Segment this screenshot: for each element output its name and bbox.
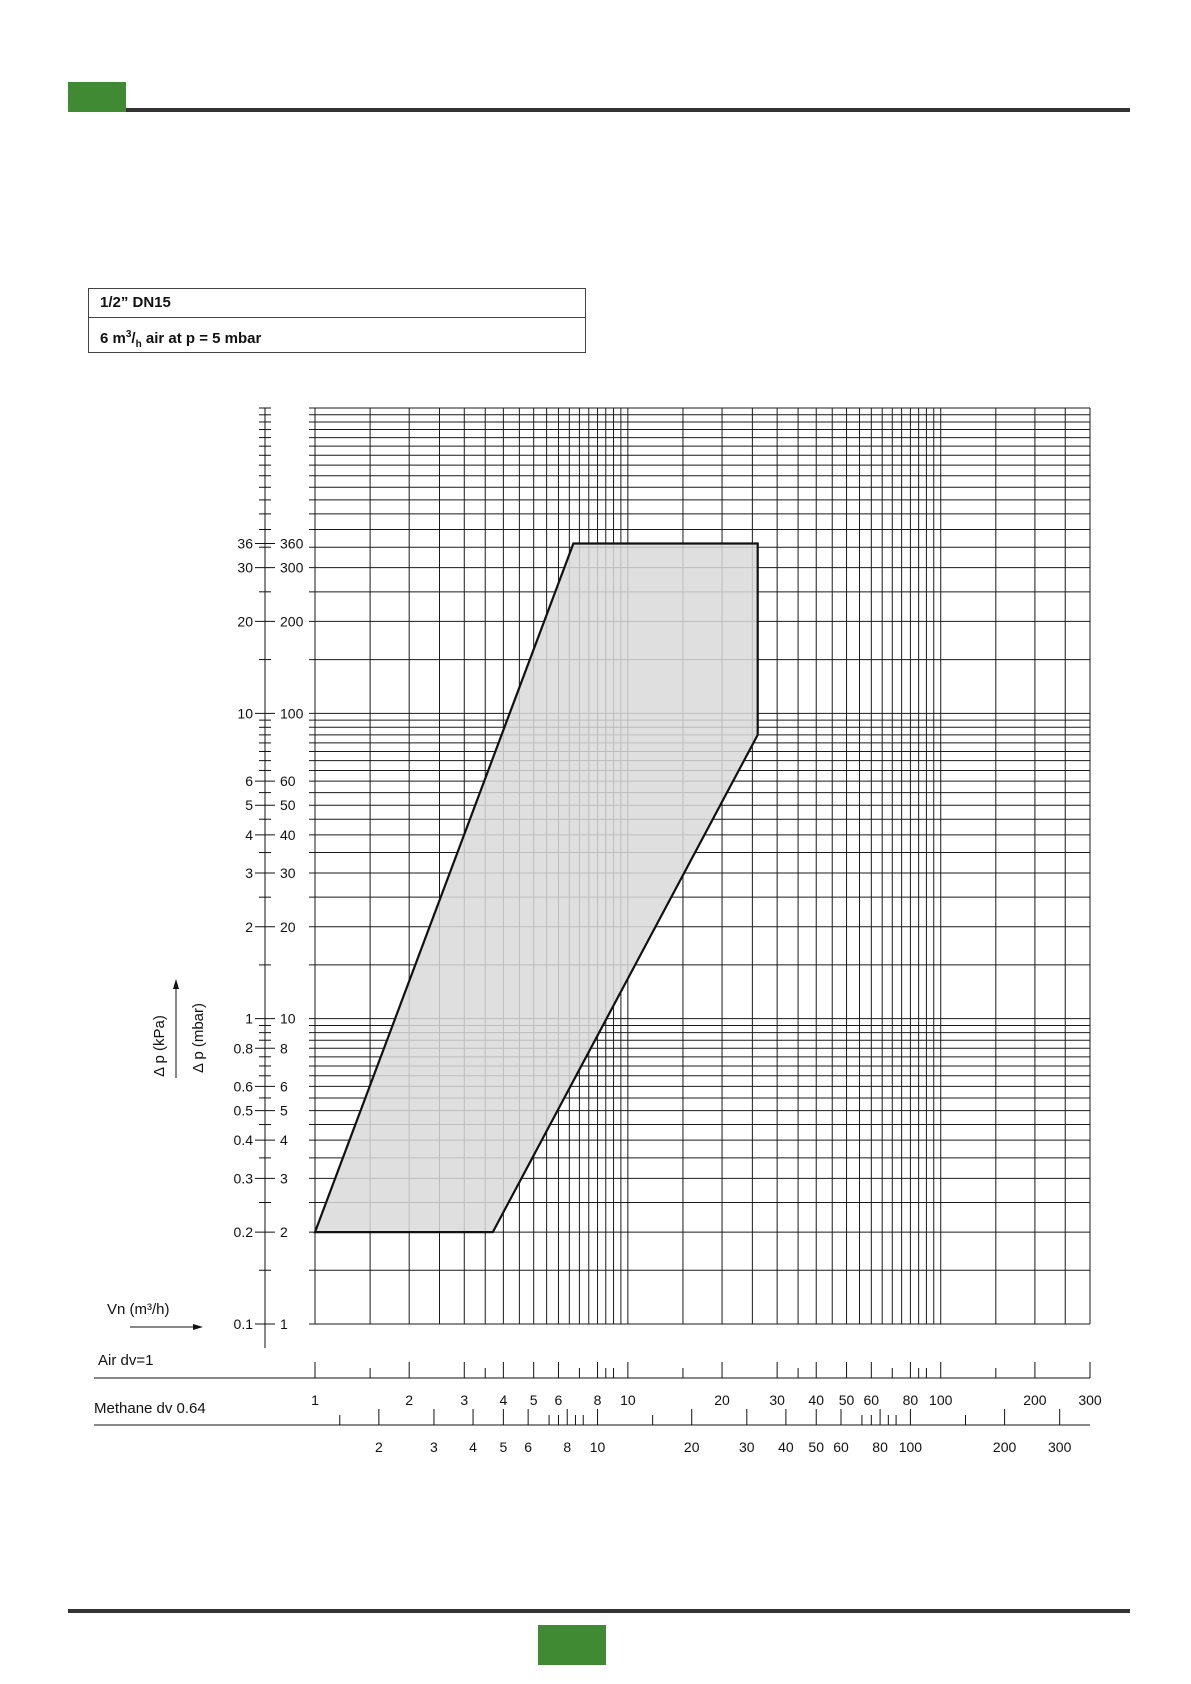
methane-scale-tick-label: 8 [563, 1439, 572, 1455]
spec-flow-sup: 3 [125, 329, 132, 340]
methane-scale-tick-label: 80 [872, 1439, 888, 1455]
air-scale-tick-label: 3 [460, 1392, 469, 1408]
y-tick-label-mbar: 6 [280, 1078, 288, 1095]
y-tick-label-mbar: 40 [280, 826, 296, 843]
methane-scale-tick-label: 2 [374, 1439, 383, 1455]
methane-scale-tick-label: 6 [524, 1439, 533, 1455]
air-scale-label: Air dv=1 [98, 1352, 154, 1369]
y-tick-label-kpa: 36 [237, 535, 253, 552]
y-tick-label-kpa: 0.1 [233, 1316, 253, 1332]
y-axis-label-mbar: Δ p (mbar) [190, 1002, 207, 1074]
y-axis-label-kpa: Δ p (kPa) [151, 1015, 168, 1077]
y-tick-label-mbar: 20 [280, 918, 296, 935]
air-scale-tick-label: 6 [554, 1392, 563, 1408]
methane-scale-tick-label: 200 [992, 1439, 1017, 1455]
flow-scales [94, 1352, 1102, 1455]
y-tick-label-kpa: 0.8 [233, 1040, 253, 1057]
y-tick-label-mbar: 300 [280, 559, 304, 576]
spec-flow-suffix: air at p = 5 mbar [141, 330, 262, 347]
air-scale-tick-label: 60 [863, 1392, 880, 1408]
air-scale-tick-label: 10 [620, 1392, 636, 1408]
y-tick-label-mbar: 100 [280, 705, 304, 722]
y-tick-label-kpa: 0.5 [233, 1102, 253, 1119]
operating-range-area [315, 544, 758, 1233]
methane-scale-tick-label: 3 [430, 1439, 438, 1455]
methane-scale-tick-label: 100 [898, 1439, 923, 1455]
operating-region [315, 544, 758, 1233]
y-tick-label-mbar: 1 [280, 1316, 288, 1332]
air-scale-tick-label: 100 [929, 1392, 953, 1408]
methane-scale-tick-label: 60 [833, 1439, 849, 1455]
y-tick-label-mbar: 8 [280, 1040, 288, 1057]
air-scale-tick-label: 1 [311, 1392, 319, 1408]
y-tick-label-kpa: 2 [245, 918, 253, 935]
y-tick-label-kpa: 5 [245, 797, 253, 814]
y-axis-tick-labels [234, 535, 304, 1332]
y-tick-label-kpa: 3 [245, 864, 253, 881]
y-tick-label-mbar: 30 [280, 864, 296, 881]
x-axis-label: Vn (m³/h) [107, 1301, 170, 1318]
spec-flow-prefix: 6 m [100, 330, 126, 347]
methane-scale-tick-label: 10 [589, 1439, 606, 1455]
spec-size: 1/2” DN15 [89, 289, 585, 318]
footer-color-tab [538, 1625, 606, 1665]
methane-scale-tick-label: 30 [739, 1439, 755, 1455]
methane-scale-tick-label: 20 [683, 1439, 700, 1455]
methane-scale-tick-label: 300 [1048, 1439, 1072, 1455]
air-scale-tick-label: 40 [808, 1392, 825, 1408]
y-tick-label-mbar: 4 [280, 1132, 288, 1149]
air-scale-tick-label: 4 [499, 1392, 508, 1408]
y-tick-label-kpa: 20 [237, 613, 253, 630]
methane-scale-label: Methane dv 0.64 [94, 1400, 206, 1417]
methane-scale-tick-label: 5 [499, 1439, 508, 1455]
air-scale-tick-label: 50 [838, 1392, 855, 1408]
y-tick-label-mbar: 2 [280, 1224, 288, 1241]
air-scale-tick-label: 80 [902, 1392, 919, 1408]
air-scale-tick-label: 2 [405, 1392, 414, 1408]
axes [255, 408, 275, 1348]
methane-scale-tick-label: 4 [469, 1439, 477, 1455]
y-tick-label-kpa: 30 [237, 559, 253, 576]
y-tick-label-kpa: 0.2 [233, 1224, 253, 1241]
y-tick-label-kpa: 4 [245, 826, 253, 843]
y-tick-label-kpa: 1 [245, 1010, 253, 1027]
air-scale-tick-label: 20 [714, 1392, 730, 1408]
spec-flow-slash: / [131, 330, 136, 347]
methane-scale-tick-label: 50 [808, 1439, 825, 1455]
y-tick-label-kpa: 0.6 [233, 1078, 253, 1095]
air-scale-tick-label: 8 [593, 1392, 602, 1408]
y-tick-label-mbar: 60 [280, 773, 296, 790]
spec-flow-sub: h [135, 339, 142, 350]
footer-rule [68, 1609, 1130, 1613]
y-tick-label-kpa: 10 [237, 705, 253, 722]
y-tick-label-mbar: 200 [280, 613, 304, 630]
air-scale-tick-label: 5 [529, 1392, 538, 1408]
y-tick-label-mbar: 360 [280, 535, 304, 552]
y-tick-label-kpa: 0.3 [233, 1170, 253, 1187]
air-scale-tick-label: 300 [1078, 1392, 1102, 1408]
air-scale-tick-label: 30 [769, 1392, 785, 1408]
y-tick-label-kpa: 6 [245, 773, 253, 790]
air-scale-tick-label: 200 [1023, 1392, 1047, 1408]
y-tick-label-mbar: 50 [280, 797, 296, 814]
y-tick-label-mbar: 5 [280, 1102, 288, 1119]
methane-scale-tick-label: 40 [778, 1439, 794, 1455]
y-tick-label-kpa: 0.4 [233, 1132, 253, 1149]
y-tick-label-mbar: 3 [280, 1170, 288, 1187]
x-axis-arrowhead [193, 1324, 203, 1330]
y-tick-label-mbar: 10 [280, 1010, 296, 1027]
y-axis-arrowhead [173, 979, 179, 989]
